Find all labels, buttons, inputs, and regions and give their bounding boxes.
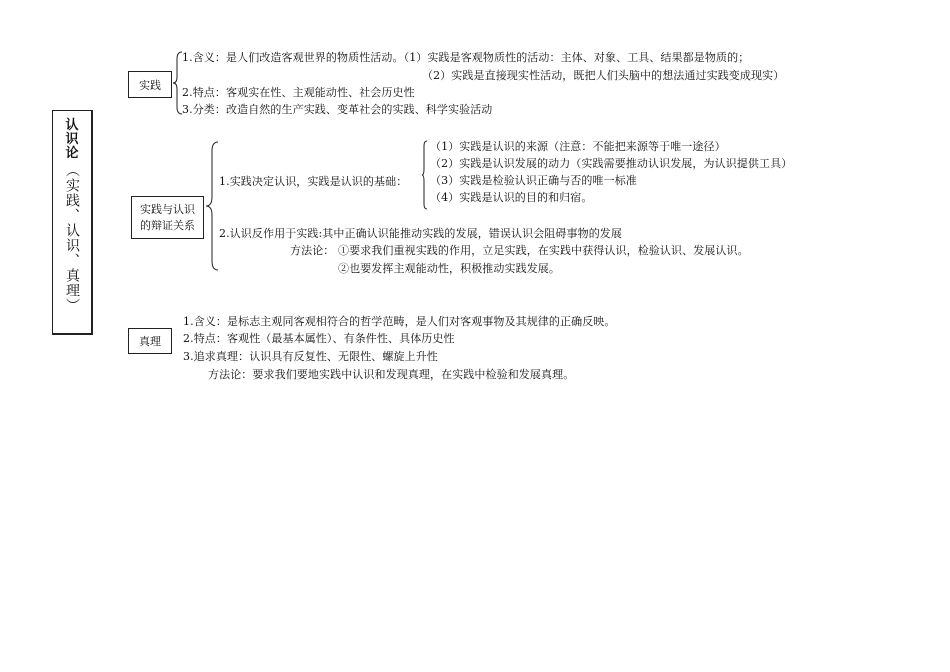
basis-point-1: （1）实践是认识的来源（注意：不能把来源等于唯一途径） xyxy=(430,140,726,153)
main-title-box xyxy=(52,110,93,335)
truth-box-label: 真理 xyxy=(139,335,161,348)
relation-reaction: 2.认识反作用于实践:其中正确认识能推动实践的发展，错误认识会阻碍事物的发展 xyxy=(219,227,622,240)
relation-basis-label: 1.实践决定认识，实践是认识的基础： xyxy=(219,175,408,188)
relation-method-2: ②也要发挥主观能动性，积极推动实践发展。 xyxy=(338,262,560,275)
basis-points-brace xyxy=(422,140,428,210)
basis-point-3: （3）实践是检验认识正确与否的唯一标准 xyxy=(430,174,637,187)
truth-item-1: 1.含义：是标志主观同客观相符合的哲学范畴，是人们对客观事物及其规律的正确反映。 xyxy=(183,315,616,328)
relation-brace xyxy=(205,141,219,271)
main-subtitle: （实践、认识、真理） xyxy=(64,163,80,313)
practice-box-label: 实践 xyxy=(139,78,161,92)
practice-box xyxy=(128,71,172,98)
relation-box xyxy=(131,196,204,239)
truth-item-4: 方法论：要求我们要地实践中认识和发现真理，在实践中检验和发展真理。 xyxy=(208,368,575,381)
practice-item-1-cont: （2）实践是直接现实性活动，既把人们头脑中的想法通过实践变成现实） xyxy=(422,69,785,82)
relation-method-1: ①要求我们重视实践的作用，立足实践，在实践中获得认识，检验认识、发展认识。 xyxy=(338,244,749,257)
truth-box xyxy=(128,328,172,354)
practice-item-2: 2.特点：客观实在性、主观能动性、社会历史性 xyxy=(182,86,415,99)
truth-item-3: 3.追求真理：认识具有反复性、无限性、螺旋上升性 xyxy=(183,350,438,363)
basis-point-2: （2）实践是认识发展的动力（实践需要推动认识发展，为认识提供工具） xyxy=(430,157,793,170)
basis-point-4: （4）实践是认识的目的和归宿。 xyxy=(430,191,593,204)
practice-item-1: 1.含义：是人们改造客观世界的物质性活动。（1）实践是客观物质性的活动：主体、对象、工具、结果都是物质的； xyxy=(182,51,750,64)
relation-box-line1: 实践与认识 xyxy=(140,202,195,216)
main-title: 认识论 xyxy=(65,118,79,161)
truth-item-2: 2.特点：客观性（最基本属性）、有条件性、具体历史性 xyxy=(183,332,455,345)
relation-box-line2: 的辩证关系 xyxy=(140,218,195,232)
practice-item-3: 3.分类：改造自然的生产实践、变革社会的实践、科学实验活动 xyxy=(182,103,493,116)
relation-method-label: 方法论： xyxy=(290,244,335,257)
